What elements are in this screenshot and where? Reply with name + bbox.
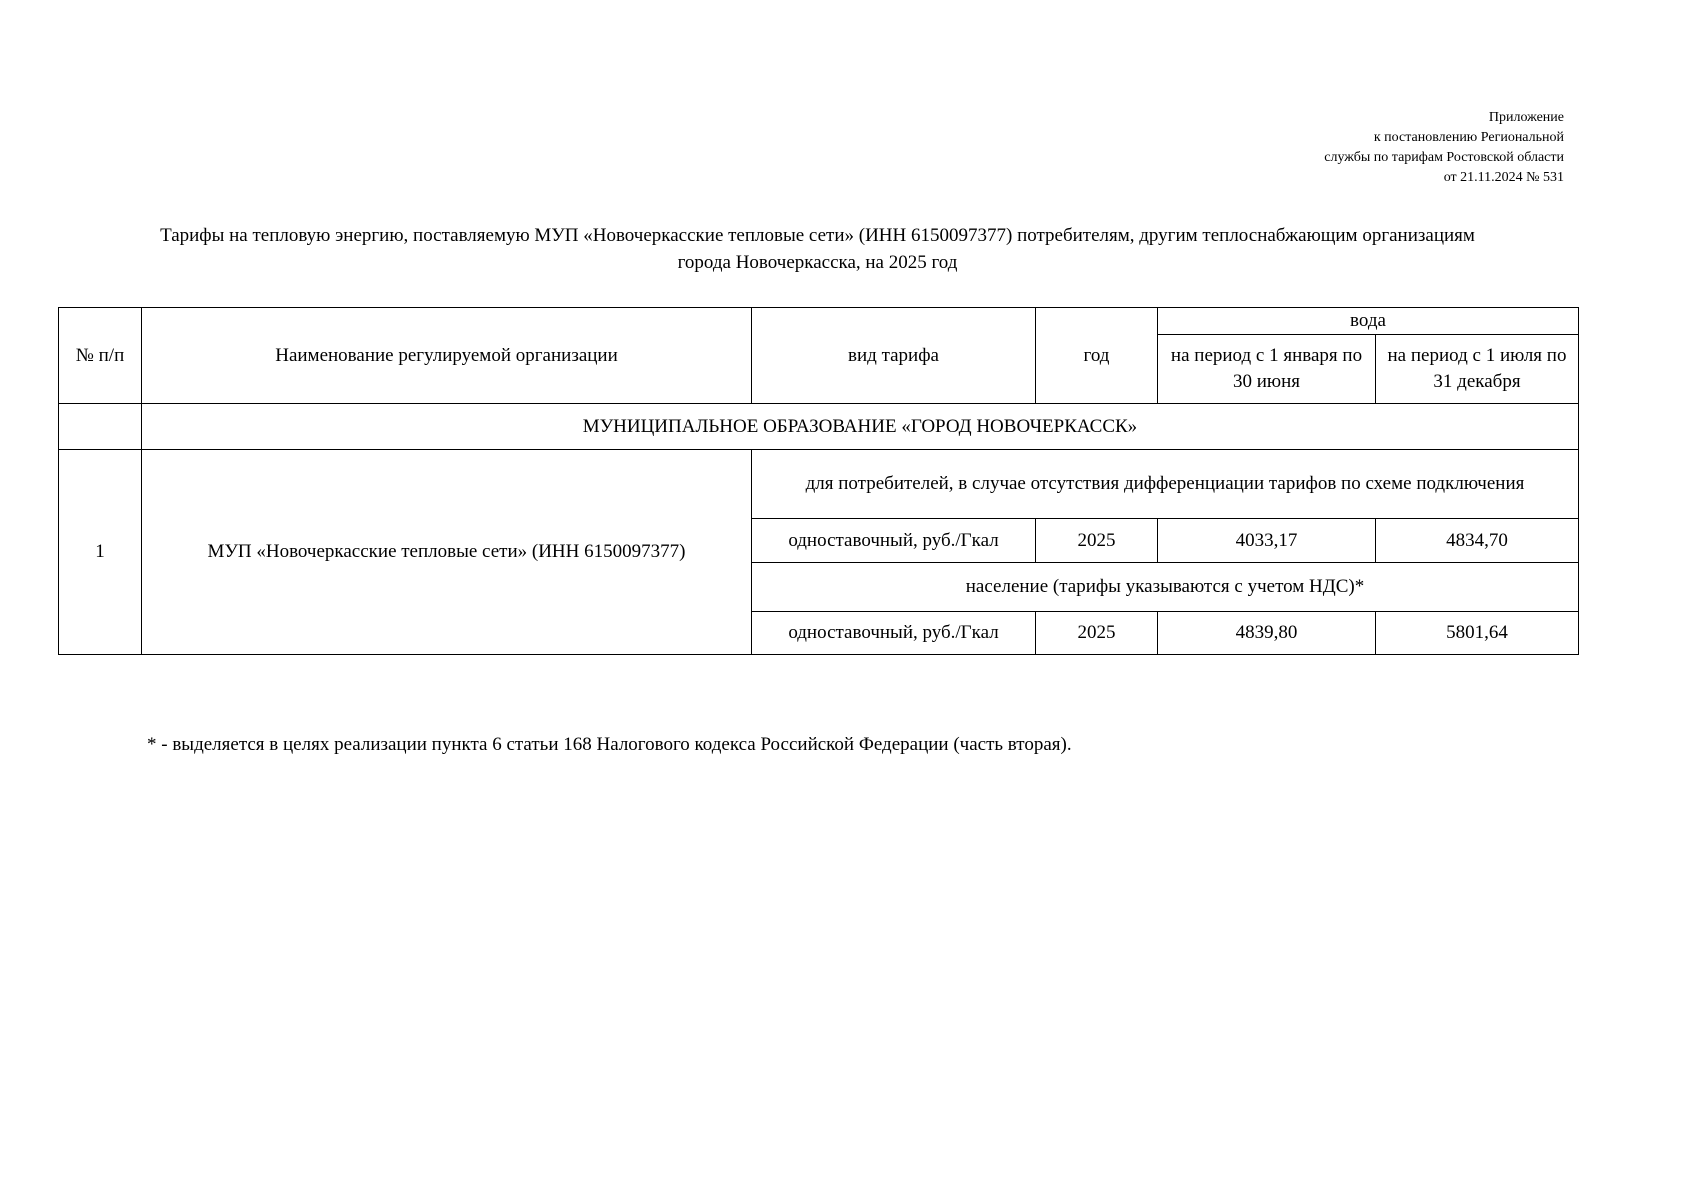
document-title-line-2: города Новочеркасска, на 2025 год (677, 252, 958, 273)
appendix-line-2: к постановлению Региональной (1373, 130, 1564, 145)
appendix-block (1324, 108, 1564, 188)
consumers-tariff-period-1: 4033,17 (1158, 519, 1376, 563)
consumers-group-label: для потребителей, в случае отсутствия дифференциации тарифов по схеме подключения (752, 450, 1579, 519)
row-org-name: МУП «Новочеркасские тепловые сети» (ИНН 6150097377) (142, 450, 752, 655)
appendix-line-3: службы по тарифам Ростовской области (1324, 150, 1564, 165)
municipality-name: МУНИЦИПАЛЬНОЕ ОБРАЗОВАНИЕ «ГОРОД НОВОЧЕРКАССК» (142, 404, 1579, 450)
population-group-label: население (тарифы указываются с учетом НДС)* (752, 563, 1579, 612)
header-tariff-type: вид тарифа (752, 308, 1036, 404)
document-title-line-1: Тарифы на тепловую энергию, поставляемую МУП «Новочеркасские тепловые сети» (ИНН 6150097377) потребителям, другим теплоснабжающим организациям (160, 225, 1475, 246)
header-year: год (1036, 308, 1158, 404)
header-number: № п/п (59, 308, 142, 404)
document-title (60, 222, 1575, 276)
appendix-line-1: Приложение (1488, 110, 1564, 125)
header-period-2: на период с 1 июля по 31 декабря (1376, 335, 1579, 404)
population-tariff-period-2: 5801,64 (1376, 612, 1579, 655)
consumers-tariff-period-2: 4834,70 (1376, 519, 1579, 563)
consumers-tariff-year: 2025 (1036, 519, 1158, 563)
tariff-table (58, 307, 1579, 655)
population-tariff-type: одноставочный, руб./Гкал (752, 612, 1036, 655)
header-water: вода (1158, 308, 1579, 335)
header-org-name: Наименование регулируемой организации (142, 308, 752, 404)
header-period-1: на период с 1 января по 30 июня (1158, 335, 1376, 404)
appendix-line-4: от 21.11.2024 № 531 (1443, 170, 1564, 185)
population-tariff-year: 2025 (1036, 612, 1158, 655)
municipality-number-cell (59, 404, 142, 450)
row-number: 1 (59, 450, 142, 655)
footnote: * - выделяется в целях реализации пункта 6 статьи 168 Налогового кодекса Российской Федерации (часть вторая). (147, 734, 1072, 755)
population-tariff-period-1: 4839,80 (1158, 612, 1376, 655)
consumers-tariff-type: одноставочный, руб./Гкал (752, 519, 1036, 563)
